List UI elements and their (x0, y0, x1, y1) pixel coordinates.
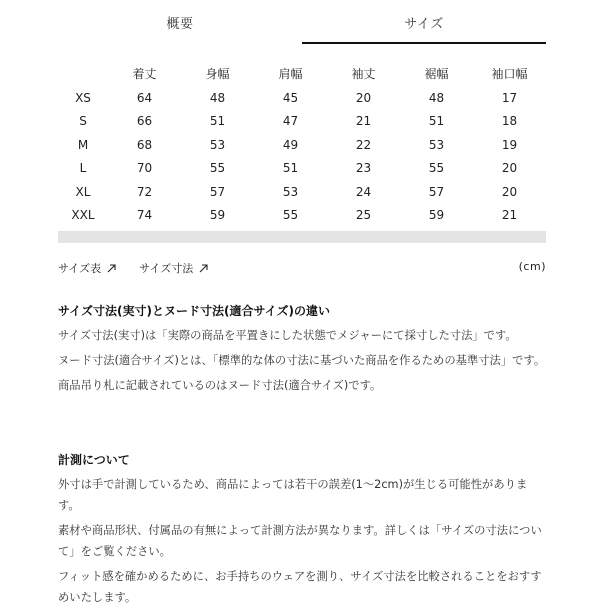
unit-label: (cm) (518, 260, 546, 273)
table-cell: 20 (501, 184, 518, 199)
section-paragraph: 外寸は手で計測しているため、商品によっては若干の誤差(1〜2cm)が生じる可能性があります。 (58, 478, 528, 512)
table-cell: 53 (209, 137, 226, 152)
table-cell: 74 (136, 208, 153, 223)
arrow-up-right-icon (198, 263, 209, 274)
table-row (58, 133, 546, 157)
arrow-up-right-icon (106, 263, 117, 274)
size-table-header-row (58, 60, 546, 86)
table-cell: 70 (136, 161, 153, 176)
table-cell: 51 (282, 161, 299, 176)
table-cell: 57 (209, 184, 226, 199)
table-cell: 51 (209, 114, 226, 129)
table-cell: 53 (282, 184, 299, 199)
table-cell: 22 (355, 137, 372, 152)
table-cell: 55 (282, 208, 299, 223)
section-paragraph: 素材や商品形状、付属品の有無によって計測方法が異なります。詳しくは「サイズの寸法について」をご覧ください。 (58, 524, 542, 558)
size-label-cell: XXL (71, 208, 95, 223)
table-cell: 64 (136, 90, 153, 105)
tab-overview[interactable] (58, 0, 302, 44)
table-row (58, 204, 546, 228)
table-cell: 59 (209, 208, 226, 223)
table-cell: 72 (136, 184, 153, 199)
table-cell: 25 (355, 208, 372, 223)
table-header-cell: 身幅 (205, 66, 230, 81)
table-row (58, 180, 546, 204)
table-header-cell: 着丈 (132, 66, 157, 81)
table-cell: 18 (501, 114, 518, 129)
table-cell: 49 (282, 137, 299, 152)
tab-size[interactable] (302, 0, 546, 44)
tab-size-label: サイズ (404, 16, 444, 32)
table-cell: 21 (355, 114, 372, 129)
table-cell: 23 (355, 161, 372, 176)
table-cell: 57 (428, 184, 445, 199)
size-links-row (58, 258, 546, 278)
table-cell: 17 (501, 90, 518, 105)
table-cell: 55 (428, 161, 445, 176)
table-cell: 24 (355, 184, 372, 199)
size-label-cell: S (79, 114, 87, 129)
table-cell: 55 (209, 161, 226, 176)
section-heading: 計測について (58, 453, 130, 467)
table-cell: 19 (501, 137, 518, 152)
size-measurement-link[interactable] (139, 260, 209, 276)
table-cell: 21 (501, 208, 518, 223)
table-header-cell (58, 60, 108, 86)
section-paragraph: ヌード寸法(適合サイズ)とは、「標準的な体の寸法に基づいた商品を作るための基準寸法」です。 (58, 354, 546, 367)
section-paragraph: 商品吊り札に記載されているのはヌード寸法(適合サイズ)です。 (58, 379, 382, 392)
table-header-cell: 肩幅 (278, 66, 303, 81)
size-chart-link[interactable] (58, 260, 117, 276)
table-header-cell: 裾幅 (424, 66, 449, 81)
table-cell: 20 (355, 90, 372, 105)
table-cell: 47 (282, 114, 299, 129)
size-difference-section (58, 302, 548, 400)
table-cell: 68 (136, 137, 153, 152)
size-label-cell: XL (75, 184, 91, 199)
size-table (58, 60, 546, 227)
size-label-cell: XS (75, 90, 91, 105)
table-cell: 20 (501, 161, 518, 176)
size-chart-link-label: サイズ表 (58, 262, 102, 275)
section-paragraph: フィット感を確かめるために、お手持ちのウェアを測り、サイズ寸法を比較されることをおすすめいたします。 (58, 570, 542, 604)
tab-bar (58, 0, 546, 44)
table-cell: 48 (209, 90, 226, 105)
table-header-cell: 袖丈 (351, 66, 376, 81)
table-cell: 59 (428, 208, 445, 223)
table-cell: 45 (282, 90, 299, 105)
table-row (58, 86, 546, 110)
tab-overview-label: 概要 (166, 16, 194, 32)
table-cell: 53 (428, 137, 445, 152)
table-cell: 51 (428, 114, 445, 129)
table-header-cell: 袖口幅 (491, 66, 528, 81)
size-label-cell: L (79, 161, 87, 176)
measurement-section (58, 451, 548, 612)
table-cell: 48 (428, 90, 445, 105)
size-measurement-link-label: サイズ寸法 (139, 262, 194, 275)
section-paragraph: サイズ寸法(実寸)は「実際の商品を平置きにした状態でメジャーにて採寸した寸法」です。 (58, 329, 517, 342)
table-row (58, 110, 546, 134)
table-row (58, 157, 546, 181)
table-cell: 66 (136, 114, 153, 129)
table-horizontal-scrollbar[interactable] (58, 231, 546, 243)
size-label-cell: M (77, 137, 89, 152)
section-heading: サイズ寸法(実寸)とヌード寸法(適合サイズ)の違い (58, 304, 331, 318)
